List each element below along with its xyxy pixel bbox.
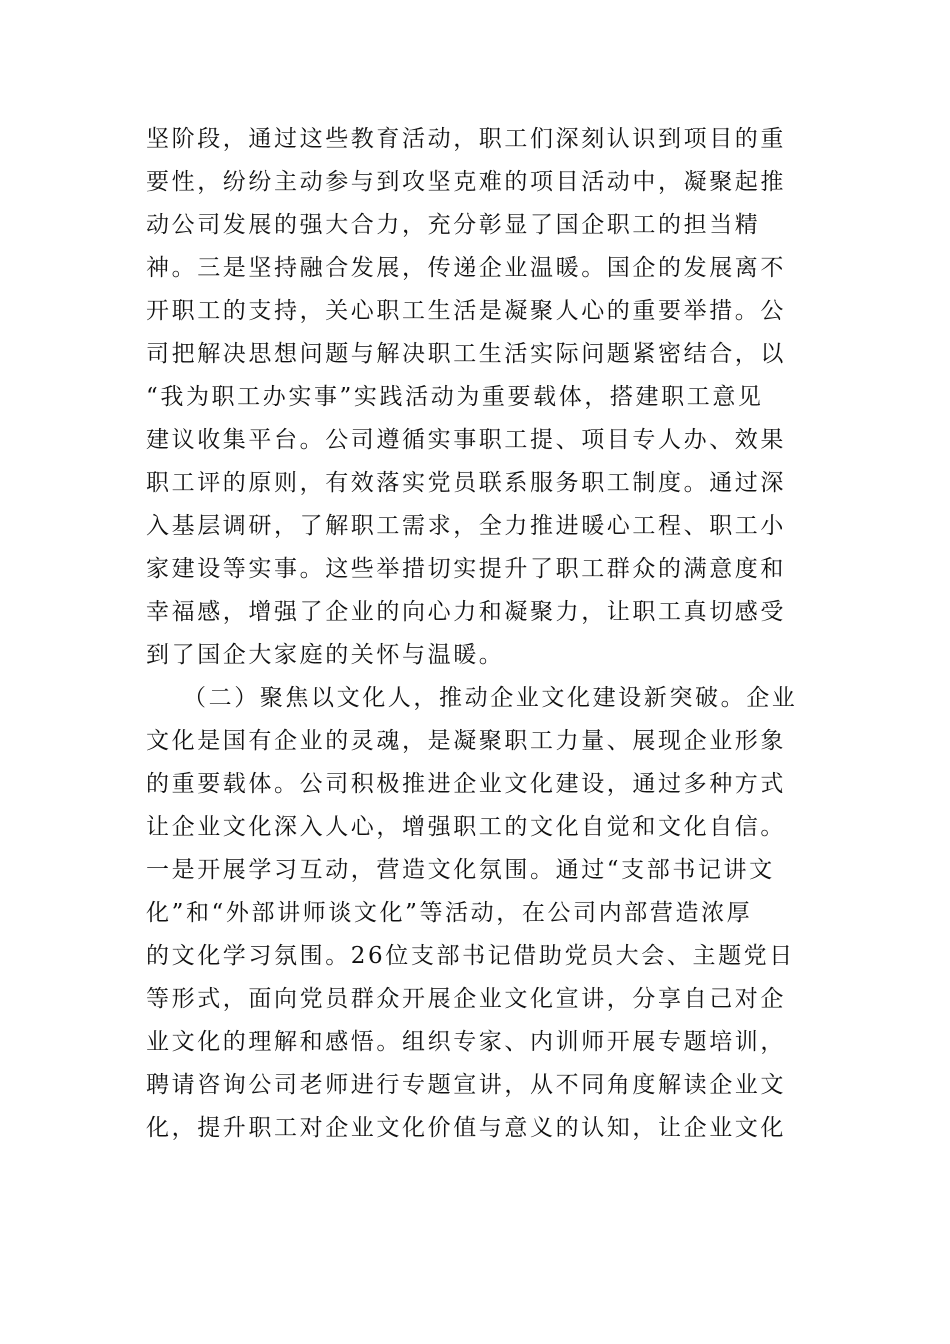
text-line: 等形式，面向党员群众开展企业文化宣讲，分享自己对企 bbox=[146, 986, 786, 1012]
text-line: 要性，纷纷主动参与到攻坚克难的项目活动中，凝聚起推 bbox=[146, 169, 786, 195]
text-line: 业文化的理解和感悟。组织专家、内训师开展专题培训， bbox=[146, 1029, 786, 1055]
text-line: “我为职工办实事”实践活动为重要载体，搭建职工意见 bbox=[146, 384, 764, 410]
text-line: 化，提升职工对企业文化价值与意义的认知，让企业文化 bbox=[146, 1115, 786, 1141]
text-line: 入基层调研，了解职工需求，全力推进暖心工程、职工小 bbox=[146, 513, 786, 539]
text-line: 动公司发展的强大合力，充分彰显了国企职工的担当精 bbox=[146, 212, 761, 238]
text-line: 幸福感，增强了企业的向心力和凝聚力，让职工真切感受 bbox=[146, 599, 786, 625]
text-line: 文化是国有企业的灵魂，是凝聚职工力量、展现企业形象 bbox=[146, 728, 786, 754]
text-line: 神。三是坚持融合发展，传递企业温暖。国企的发展离不 bbox=[146, 255, 786, 281]
text-line: 到了国企大家庭的关怀与温暖。 bbox=[146, 642, 505, 668]
text-line: 聘请咨询公司老师进行专题宣讲，从不同角度解读企业文 bbox=[146, 1072, 786, 1098]
text-line: 坚阶段，通过这些教育活动，职工们深刻认识到项目的重 bbox=[146, 126, 786, 152]
text-line: 一是开展学习互动，营造文化氛围。通过“支部书记讲文 bbox=[146, 857, 775, 883]
text-line: 建议收集平台。公司遵循实事职工提、项目专人办、效果 bbox=[146, 427, 786, 453]
text-line: 让企业文化深入人心，增强职工的文化自觉和文化自信。 bbox=[146, 814, 786, 840]
text-line: 职工评的原则，有效落实党员联系服务职工制度。通过深 bbox=[146, 470, 786, 496]
section-heading-line: （二）聚焦以文化人，推动企业文化建设新突破。企业 bbox=[183, 685, 798, 711]
text-line: 司把解决思想问题与解决职工生活实际问题紧密结合，以 bbox=[146, 341, 786, 367]
text-line: 化”和“外部讲师谈文化”等活动，在公司内部营造浓厚 bbox=[146, 900, 753, 926]
body-text bbox=[146, 118, 826, 1150]
text-line: 开职工的支持，关心职工生活是凝聚人心的重要举措。公 bbox=[146, 298, 786, 324]
text-line: 的文化学习氛围。26位支部书记借助党员大会、主题党日 bbox=[146, 943, 795, 969]
text-line: 家建设等实事。这些举措切实提升了职工群众的满意度和 bbox=[146, 556, 786, 582]
text-line: 的重要载体。公司积极推进企业文化建设，通过多种方式 bbox=[146, 771, 786, 797]
